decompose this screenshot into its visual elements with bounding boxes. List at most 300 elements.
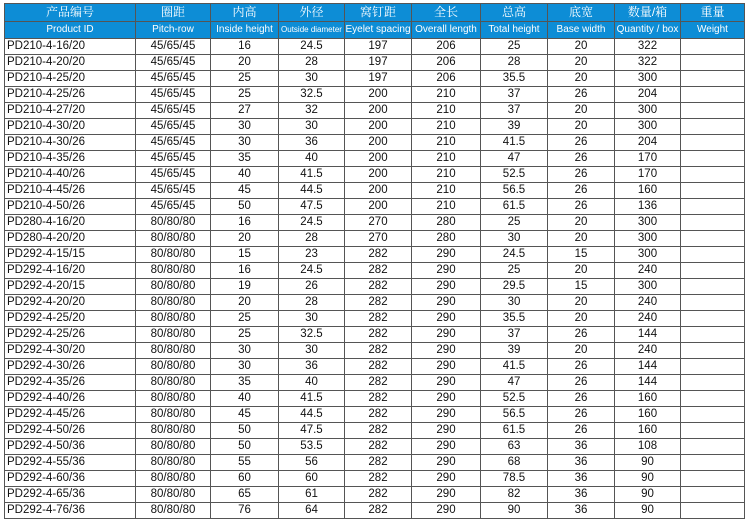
cell-outside-diameter: 30 xyxy=(279,343,345,359)
cell-inside-height: 35 xyxy=(211,151,279,167)
cell-pitch-row: 80/80/80 xyxy=(136,455,211,471)
cell-eyelet-spacing: 282 xyxy=(345,407,412,423)
cell-overall-length: 290 xyxy=(412,295,481,311)
cell-outside-diameter: 28 xyxy=(279,55,345,71)
cell-total-height: 30 xyxy=(481,231,548,247)
cell-total-height: 25 xyxy=(481,39,548,55)
cell-pitch-row: 45/65/45 xyxy=(136,87,211,103)
header-overall-length-zh: 全长 xyxy=(412,4,481,22)
cell-inside-height: 60 xyxy=(211,471,279,487)
cell-inside-height: 16 xyxy=(211,215,279,231)
cell-total-height: 30 xyxy=(481,295,548,311)
cell-overall-length: 290 xyxy=(412,375,481,391)
cell-quantity: 170 xyxy=(615,151,681,167)
cell-base-width: 26 xyxy=(548,375,615,391)
cell-product-id: PD292-4-30/26 xyxy=(5,359,136,375)
cell-product-id: PD292-4-16/20 xyxy=(5,263,136,279)
cell-weight xyxy=(681,503,745,519)
cell-pitch-row: 45/65/45 xyxy=(136,135,211,151)
cell-pitch-row: 45/65/45 xyxy=(136,151,211,167)
cell-eyelet-spacing: 282 xyxy=(345,327,412,343)
cell-product-id: PD292-4-15/15 xyxy=(5,247,136,263)
cell-total-height: 61.5 xyxy=(481,423,548,439)
cell-weight xyxy=(681,71,745,87)
cell-total-height: 41.5 xyxy=(481,135,548,151)
cell-product-id: PD292-4-20/20 xyxy=(5,295,136,311)
cell-product-id: PD280-4-20/20 xyxy=(5,231,136,247)
cell-outside-diameter: 64 xyxy=(279,503,345,519)
cell-weight xyxy=(681,391,745,407)
table-row xyxy=(5,183,745,199)
cell-inside-height: 55 xyxy=(211,455,279,471)
cell-pitch-row: 80/80/80 xyxy=(136,391,211,407)
cell-base-width: 26 xyxy=(548,135,615,151)
cell-product-id: PD210-4-25/26 xyxy=(5,87,136,103)
table-row xyxy=(5,39,745,55)
cell-total-height: 24.5 xyxy=(481,247,548,263)
cell-product-id: PD292-4-60/36 xyxy=(5,471,136,487)
cell-eyelet-spacing: 200 xyxy=(345,103,412,119)
cell-total-height: 47 xyxy=(481,151,548,167)
cell-inside-height: 50 xyxy=(211,423,279,439)
cell-pitch-row: 80/80/80 xyxy=(136,359,211,375)
header-base-width-zh: 底宽 xyxy=(548,4,615,22)
cell-quantity: 300 xyxy=(615,71,681,87)
cell-base-width: 26 xyxy=(548,199,615,215)
cell-inside-height: 27 xyxy=(211,103,279,119)
cell-inside-height: 15 xyxy=(211,247,279,263)
cell-outside-diameter: 41.5 xyxy=(279,167,345,183)
cell-total-height: 37 xyxy=(481,103,548,119)
cell-base-width: 15 xyxy=(548,247,615,263)
cell-weight xyxy=(681,167,745,183)
cell-base-width: 15 xyxy=(548,279,615,295)
cell-product-id: PD292-4-45/26 xyxy=(5,407,136,423)
cell-outside-diameter: 53.5 xyxy=(279,439,345,455)
cell-product-id: PD210-4-27/20 xyxy=(5,103,136,119)
cell-weight xyxy=(681,455,745,471)
cell-product-id: PD292-4-50/36 xyxy=(5,439,136,455)
cell-pitch-row: 80/80/80 xyxy=(136,295,211,311)
cell-pitch-row: 80/80/80 xyxy=(136,487,211,503)
cell-product-id: PD210-4-16/20 xyxy=(5,39,136,55)
cell-overall-length: 290 xyxy=(412,503,481,519)
cell-weight xyxy=(681,215,745,231)
cell-base-width: 26 xyxy=(548,407,615,423)
table-row xyxy=(5,103,745,119)
cell-pitch-row: 45/65/45 xyxy=(136,167,211,183)
cell-pitch-row: 45/65/45 xyxy=(136,103,211,119)
cell-quantity: 204 xyxy=(615,87,681,103)
cell-quantity: 170 xyxy=(615,167,681,183)
cell-weight xyxy=(681,151,745,167)
table-row xyxy=(5,119,745,135)
cell-overall-length: 290 xyxy=(412,263,481,279)
cell-weight xyxy=(681,39,745,55)
cell-eyelet-spacing: 200 xyxy=(345,151,412,167)
cell-pitch-row: 45/65/45 xyxy=(136,183,211,199)
cell-overall-length: 290 xyxy=(412,407,481,423)
cell-weight xyxy=(681,423,745,439)
cell-inside-height: 30 xyxy=(211,343,279,359)
header-quantity-zh: 数量/箱 xyxy=(615,4,681,22)
cell-product-id: PD210-4-50/26 xyxy=(5,199,136,215)
cell-total-height: 68 xyxy=(481,455,548,471)
cell-pitch-row: 80/80/80 xyxy=(136,215,211,231)
cell-quantity: 90 xyxy=(615,503,681,519)
cell-overall-length: 290 xyxy=(412,311,481,327)
cell-outside-diameter: 24.5 xyxy=(279,39,345,55)
cell-base-width: 20 xyxy=(548,231,615,247)
cell-eyelet-spacing: 200 xyxy=(345,167,412,183)
cell-overall-length: 290 xyxy=(412,391,481,407)
cell-base-width: 20 xyxy=(548,215,615,231)
cell-quantity: 90 xyxy=(615,455,681,471)
cell-total-height: 39 xyxy=(481,343,548,359)
cell-quantity: 240 xyxy=(615,311,681,327)
table-row xyxy=(5,231,745,247)
cell-quantity: 160 xyxy=(615,391,681,407)
cell-inside-height: 19 xyxy=(211,279,279,295)
cell-eyelet-spacing: 282 xyxy=(345,343,412,359)
cell-quantity: 300 xyxy=(615,119,681,135)
cell-eyelet-spacing: 282 xyxy=(345,423,412,439)
cell-base-width: 20 xyxy=(548,39,615,55)
cell-total-height: 35.5 xyxy=(481,71,548,87)
cell-base-width: 26 xyxy=(548,151,615,167)
cell-quantity: 204 xyxy=(615,135,681,151)
cell-outside-diameter: 24.5 xyxy=(279,215,345,231)
cell-overall-length: 206 xyxy=(412,55,481,71)
cell-quantity: 300 xyxy=(615,215,681,231)
header-total-height-en: Total height xyxy=(481,22,548,39)
header-pitch-row-en: Pitch-row xyxy=(136,22,211,39)
cell-weight xyxy=(681,183,745,199)
cell-product-id: PD292-4-55/36 xyxy=(5,455,136,471)
cell-weight xyxy=(681,327,745,343)
cell-eyelet-spacing: 282 xyxy=(345,439,412,455)
cell-product-id: PD280-4-16/20 xyxy=(5,215,136,231)
cell-outside-diameter: 23 xyxy=(279,247,345,263)
table-row xyxy=(5,503,745,519)
cell-pitch-row: 80/80/80 xyxy=(136,311,211,327)
cell-quantity: 144 xyxy=(615,327,681,343)
cell-weight xyxy=(681,119,745,135)
cell-eyelet-spacing: 200 xyxy=(345,119,412,135)
cell-base-width: 36 xyxy=(548,471,615,487)
cell-total-height: 37 xyxy=(481,87,548,103)
cell-inside-height: 40 xyxy=(211,167,279,183)
cell-overall-length: 290 xyxy=(412,455,481,471)
cell-pitch-row: 80/80/80 xyxy=(136,327,211,343)
cell-base-width: 36 xyxy=(548,487,615,503)
cell-pitch-row: 80/80/80 xyxy=(136,503,211,519)
cell-quantity: 90 xyxy=(615,471,681,487)
cell-eyelet-spacing: 200 xyxy=(345,199,412,215)
cell-base-width: 36 xyxy=(548,503,615,519)
cell-overall-length: 210 xyxy=(412,135,481,151)
cell-pitch-row: 45/65/45 xyxy=(136,119,211,135)
header-quantity-en: Quantity / box xyxy=(615,22,681,39)
cell-base-width: 26 xyxy=(548,359,615,375)
cell-total-height: 25 xyxy=(481,215,548,231)
cell-weight xyxy=(681,471,745,487)
cell-product-id: PD292-4-40/26 xyxy=(5,391,136,407)
header-total-height-zh: 总高 xyxy=(481,4,548,22)
cell-overall-length: 290 xyxy=(412,279,481,295)
cell-product-id: PD210-4-25/20 xyxy=(5,71,136,87)
cell-weight xyxy=(681,407,745,423)
cell-eyelet-spacing: 282 xyxy=(345,391,412,407)
cell-overall-length: 206 xyxy=(412,39,481,55)
cell-inside-height: 20 xyxy=(211,55,279,71)
cell-product-id: PD210-4-35/26 xyxy=(5,151,136,167)
cell-outside-diameter: 32 xyxy=(279,103,345,119)
cell-overall-length: 280 xyxy=(412,231,481,247)
cell-pitch-row: 80/80/80 xyxy=(136,423,211,439)
cell-outside-diameter: 28 xyxy=(279,295,345,311)
cell-base-width: 20 xyxy=(548,55,615,71)
header-weight-en: Weight xyxy=(681,22,745,39)
cell-weight xyxy=(681,359,745,375)
cell-outside-diameter: 56 xyxy=(279,455,345,471)
header-base-width-en: Base width xyxy=(548,22,615,39)
cell-outside-diameter: 30 xyxy=(279,119,345,135)
cell-outside-diameter: 30 xyxy=(279,71,345,87)
cell-product-id: PD210-4-40/26 xyxy=(5,167,136,183)
cell-pitch-row: 45/65/45 xyxy=(136,71,211,87)
cell-quantity: 144 xyxy=(615,375,681,391)
cell-quantity: 108 xyxy=(615,439,681,455)
header-eyelet-spacing-zh: 窝钉距 xyxy=(345,4,412,22)
cell-base-width: 20 xyxy=(548,103,615,119)
table-row xyxy=(5,167,745,183)
cell-overall-length: 280 xyxy=(412,215,481,231)
cell-eyelet-spacing: 197 xyxy=(345,71,412,87)
cell-eyelet-spacing: 282 xyxy=(345,359,412,375)
cell-weight xyxy=(681,199,745,215)
cell-eyelet-spacing: 200 xyxy=(345,183,412,199)
cell-quantity: 160 xyxy=(615,407,681,423)
cell-product-id: PD292-4-50/26 xyxy=(5,423,136,439)
cell-quantity: 322 xyxy=(615,39,681,55)
cell-pitch-row: 80/80/80 xyxy=(136,247,211,263)
cell-inside-height: 45 xyxy=(211,407,279,423)
cell-quantity: 300 xyxy=(615,279,681,295)
cell-eyelet-spacing: 282 xyxy=(345,471,412,487)
cell-outside-diameter: 40 xyxy=(279,151,345,167)
header-product-id-zh: 产品编号 xyxy=(5,4,136,22)
cell-outside-diameter: 30 xyxy=(279,311,345,327)
cell-inside-height: 35 xyxy=(211,375,279,391)
cell-overall-length: 290 xyxy=(412,247,481,263)
cell-total-height: 47 xyxy=(481,375,548,391)
table-row xyxy=(5,247,745,263)
cell-total-height: 63 xyxy=(481,439,548,455)
cell-base-width: 26 xyxy=(548,87,615,103)
cell-inside-height: 25 xyxy=(211,311,279,327)
table-row xyxy=(5,55,745,71)
table-row xyxy=(5,199,745,215)
cell-outside-diameter: 47.5 xyxy=(279,199,345,215)
cell-pitch-row: 45/65/45 xyxy=(136,55,211,71)
header-inside-height-en: Inside height xyxy=(211,22,279,39)
cell-quantity: 300 xyxy=(615,247,681,263)
cell-total-height: 52.5 xyxy=(481,167,548,183)
cell-eyelet-spacing: 282 xyxy=(345,247,412,263)
cell-overall-length: 210 xyxy=(412,87,481,103)
cell-product-id: PD210-4-20/20 xyxy=(5,55,136,71)
cell-product-id: PD210-4-30/26 xyxy=(5,135,136,151)
cell-inside-height: 20 xyxy=(211,231,279,247)
cell-pitch-row: 80/80/80 xyxy=(136,407,211,423)
table-row xyxy=(5,71,745,87)
table-row xyxy=(5,375,745,391)
cell-outside-diameter: 36 xyxy=(279,135,345,151)
cell-product-id: PD292-4-76/36 xyxy=(5,503,136,519)
cell-base-width: 26 xyxy=(548,167,615,183)
spec-table-container xyxy=(4,3,745,519)
cell-base-width: 20 xyxy=(548,343,615,359)
header-pitch-row-zh: 圈距 xyxy=(136,4,211,22)
cell-product-id: PD292-4-25/20 xyxy=(5,311,136,327)
cell-inside-height: 76 xyxy=(211,503,279,519)
cell-base-width: 26 xyxy=(548,183,615,199)
cell-total-height: 78.5 xyxy=(481,471,548,487)
cell-quantity: 160 xyxy=(615,423,681,439)
cell-product-id: PD292-4-25/26 xyxy=(5,327,136,343)
cell-total-height: 56.5 xyxy=(481,183,548,199)
cell-eyelet-spacing: 282 xyxy=(345,295,412,311)
cell-outside-diameter: 36 xyxy=(279,359,345,375)
cell-overall-length: 210 xyxy=(412,151,481,167)
table-body xyxy=(5,39,745,519)
header-weight-zh: 重量 xyxy=(681,4,745,22)
cell-eyelet-spacing: 282 xyxy=(345,375,412,391)
cell-overall-length: 290 xyxy=(412,439,481,455)
cell-total-height: 82 xyxy=(481,487,548,503)
cell-overall-length: 206 xyxy=(412,71,481,87)
cell-overall-length: 290 xyxy=(412,327,481,343)
cell-base-width: 20 xyxy=(548,311,615,327)
cell-weight xyxy=(681,87,745,103)
cell-product-id: PD292-4-65/36 xyxy=(5,487,136,503)
cell-weight xyxy=(681,135,745,151)
cell-inside-height: 50 xyxy=(211,199,279,215)
cell-overall-length: 210 xyxy=(412,119,481,135)
cell-eyelet-spacing: 270 xyxy=(345,231,412,247)
cell-outside-diameter: 44.5 xyxy=(279,407,345,423)
cell-total-height: 25 xyxy=(481,263,548,279)
cell-overall-length: 290 xyxy=(412,423,481,439)
cell-overall-length: 290 xyxy=(412,487,481,503)
cell-pitch-row: 80/80/80 xyxy=(136,439,211,455)
table-row xyxy=(5,327,745,343)
cell-total-height: 41.5 xyxy=(481,359,548,375)
table-row xyxy=(5,311,745,327)
cell-weight xyxy=(681,263,745,279)
cell-inside-height: 30 xyxy=(211,359,279,375)
cell-quantity: 322 xyxy=(615,55,681,71)
cell-total-height: 37 xyxy=(481,327,548,343)
header-inside-height-zh: 内高 xyxy=(211,4,279,22)
cell-overall-length: 210 xyxy=(412,183,481,199)
cell-eyelet-spacing: 282 xyxy=(345,487,412,503)
cell-base-width: 20 xyxy=(548,295,615,311)
product-spec-table xyxy=(4,3,745,519)
table-row xyxy=(5,343,745,359)
table-row xyxy=(5,295,745,311)
table-row xyxy=(5,487,745,503)
cell-product-id: PD210-4-30/20 xyxy=(5,119,136,135)
cell-quantity: 300 xyxy=(615,103,681,119)
cell-pitch-row: 80/80/80 xyxy=(136,263,211,279)
cell-outside-diameter: 44.5 xyxy=(279,183,345,199)
cell-outside-diameter: 32.5 xyxy=(279,327,345,343)
cell-inside-height: 45 xyxy=(211,183,279,199)
header-overall-length-en: Overall length xyxy=(412,22,481,39)
cell-weight xyxy=(681,487,745,503)
cell-inside-height: 25 xyxy=(211,71,279,87)
cell-total-height: 28 xyxy=(481,55,548,71)
cell-weight xyxy=(681,103,745,119)
cell-eyelet-spacing: 200 xyxy=(345,87,412,103)
cell-outside-diameter: 41.5 xyxy=(279,391,345,407)
cell-base-width: 20 xyxy=(548,119,615,135)
cell-eyelet-spacing: 282 xyxy=(345,503,412,519)
cell-eyelet-spacing: 282 xyxy=(345,311,412,327)
cell-inside-height: 25 xyxy=(211,87,279,103)
table-row xyxy=(5,263,745,279)
cell-outside-diameter: 60 xyxy=(279,471,345,487)
cell-outside-diameter: 32.5 xyxy=(279,87,345,103)
cell-base-width: 36 xyxy=(548,455,615,471)
cell-inside-height: 20 xyxy=(211,295,279,311)
cell-total-height: 90 xyxy=(481,503,548,519)
cell-eyelet-spacing: 197 xyxy=(345,55,412,71)
cell-eyelet-spacing: 282 xyxy=(345,455,412,471)
cell-total-height: 56.5 xyxy=(481,407,548,423)
cell-base-width: 26 xyxy=(548,327,615,343)
cell-quantity: 144 xyxy=(615,359,681,375)
header-product-id-en: Product ID xyxy=(5,22,136,39)
table-header xyxy=(5,4,745,39)
cell-outside-diameter: 61 xyxy=(279,487,345,503)
cell-total-height: 35.5 xyxy=(481,311,548,327)
cell-weight xyxy=(681,231,745,247)
table-row xyxy=(5,407,745,423)
cell-base-width: 36 xyxy=(548,439,615,455)
cell-quantity: 160 xyxy=(615,183,681,199)
header-eyelet-spacing-en: Eyelet spacing xyxy=(345,22,412,39)
cell-product-id: PD210-4-45/26 xyxy=(5,183,136,199)
table-row xyxy=(5,455,745,471)
cell-pitch-row: 80/80/80 xyxy=(136,375,211,391)
cell-outside-diameter: 47.5 xyxy=(279,423,345,439)
cell-overall-length: 290 xyxy=(412,359,481,375)
cell-overall-length: 290 xyxy=(412,343,481,359)
cell-pitch-row: 80/80/80 xyxy=(136,343,211,359)
cell-weight xyxy=(681,311,745,327)
cell-eyelet-spacing: 200 xyxy=(345,135,412,151)
cell-eyelet-spacing: 282 xyxy=(345,279,412,295)
cell-pitch-row: 45/65/45 xyxy=(136,39,211,55)
cell-eyelet-spacing: 270 xyxy=(345,215,412,231)
cell-base-width: 20 xyxy=(548,71,615,87)
cell-inside-height: 30 xyxy=(211,119,279,135)
cell-inside-height: 30 xyxy=(211,135,279,151)
table-row xyxy=(5,279,745,295)
